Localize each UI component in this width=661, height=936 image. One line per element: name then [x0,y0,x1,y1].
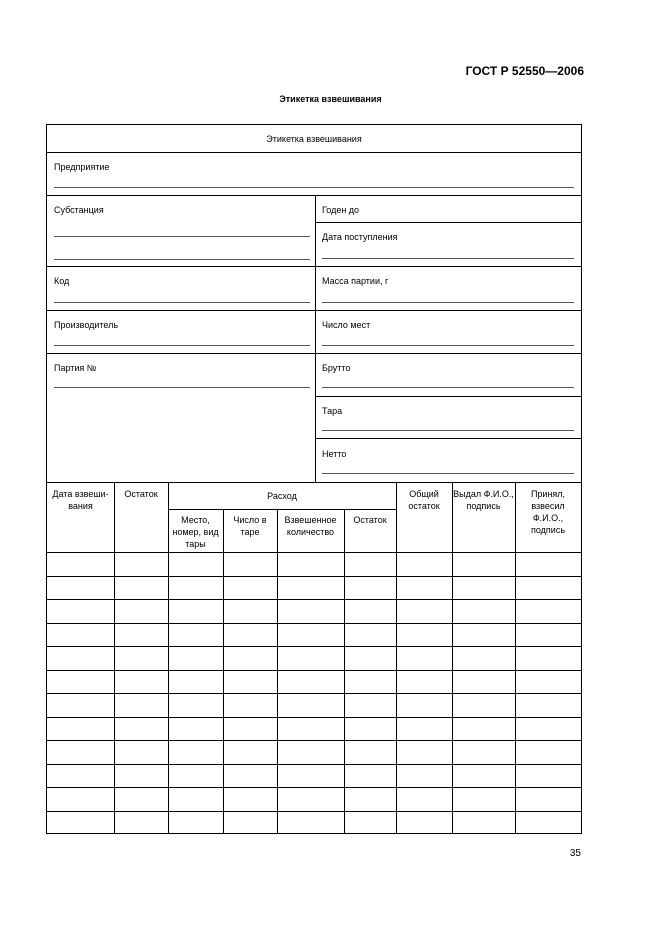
code-label: Код [54,276,70,286]
table-divider [277,509,278,834]
batch-no-field [54,387,310,388]
enterprise-label: Предприятие [54,162,110,172]
table-row [47,811,581,812]
standard-number: ГОСТ Р 52550—2006 [465,64,584,78]
col-header-total: Общий остаток [408,489,440,511]
col-header-remainder-2: Остаток [353,515,387,525]
table-row [47,576,581,577]
substance-field [54,236,310,237]
table-row [47,693,581,694]
table-row [47,740,581,741]
table-row [47,787,581,788]
col-header-weighed: Взвешенное количество [284,515,337,537]
page-title: Этикетка взвешивания [279,94,382,104]
code-field [54,302,310,303]
receipt-date-label: Дата поступления [322,232,398,242]
tare-label: Тара [322,406,343,416]
divider [315,195,316,482]
divider [47,353,581,354]
table-divider [344,509,345,834]
tare-field [322,430,574,431]
manufacturer-label: Производитель [54,320,119,330]
places-field [322,345,574,346]
divider [315,438,581,439]
receipt-date-field [322,258,574,259]
form-heading: Этикетка взвешивания [266,134,362,144]
table-row [47,717,581,718]
net-label: Нетто [322,449,347,459]
table-row [47,670,581,671]
col-header-consumption: Расход [267,491,297,501]
divider [47,310,581,311]
weighing-label-form [46,124,582,834]
table-divider [114,482,115,834]
enterprise-field [54,187,574,188]
col-header-place: Место, номер, вид тары [172,515,219,549]
col-header-issued: Выдал Ф.И.О., подпись [453,489,514,511]
expiry-label: Годен до [322,205,360,215]
net-field [322,473,574,474]
batch-mass-field [322,302,574,303]
col-header-remainder: Остаток [124,489,158,499]
manufacturer-field [54,345,310,346]
gross-field [322,387,574,388]
table-row [47,646,581,647]
col-header-count: Число в таре [233,515,267,537]
substance-field [54,259,310,260]
table-divider [452,482,453,834]
table-divider [168,509,396,510]
col-header-date: Дата взвеши-вания [52,489,109,511]
table-divider [396,482,397,834]
batch-no-label: Партия № [54,363,97,373]
divider [315,396,581,397]
table-row [47,623,581,624]
table-row [47,764,581,765]
divider [47,195,581,196]
col-header-received: Принял, взвесил Ф.И.О., подпись [530,489,566,535]
batch-mass-label: Масса партии, г [322,276,389,286]
substance-label: Субстанция [54,205,104,215]
places-label: Число мест [322,320,371,330]
table-row [47,599,581,600]
gross-label: Брутто [322,363,351,373]
divider [315,222,581,223]
divider [47,266,581,267]
table-divider [223,509,224,834]
page-number: 35 [569,848,581,859]
divider [47,482,581,483]
divider [47,152,581,153]
table-row [47,552,581,553]
